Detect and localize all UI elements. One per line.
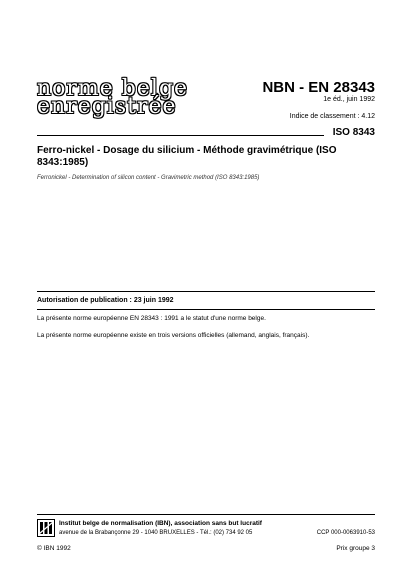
status-statement: La présente norme européenne EN 28343 : 1991 a le statut d'une norme belge. (37, 315, 266, 322)
edition-date: 1e éd., juin 1992 (323, 96, 375, 103)
header-rule (37, 135, 324, 136)
brand-line-1: norme belge (37, 76, 189, 101)
versions-statement: La présente norme européenne existe en trois versions officielles (allemand, anglais, français). (37, 332, 310, 339)
standard-number: NBN - EN 28343 (262, 79, 375, 96)
document-title-en: Ferronickel - Determination of silicon content - Gravimetric method (ISO 8343:1985) (37, 175, 260, 181)
footer-rule (37, 514, 375, 515)
price-group: Prix groupe 3 (336, 545, 375, 552)
authorization-date: Autorisation de publication : 23 juin 1992 (37, 297, 174, 304)
classification-index: Indice de classement : 4.12 (289, 113, 375, 120)
section-rule-bottom (37, 309, 375, 310)
institute-address: avenue de la Brabançonne 29 - 1040 BRUXELLES - Tél.: (02) 734 92 05 (59, 530, 253, 536)
brand-line-2: enregistrée (37, 94, 177, 119)
section-rule-top (37, 291, 375, 292)
iso-reference: ISO 8343 (332, 127, 375, 138)
institute-name: Institut belge de normalisation (IBN), association sans but lucratif (59, 520, 262, 527)
ibn-logo (37, 519, 55, 537)
ccp-number: CCP 000-0063910-53 (316, 530, 375, 536)
copyright: © IBN 1992 (37, 545, 71, 552)
document-title-fr: Ferro-nickel - Dosage du silicium - Méthode gravimétrique (ISO 8343:1985) (37, 145, 337, 168)
